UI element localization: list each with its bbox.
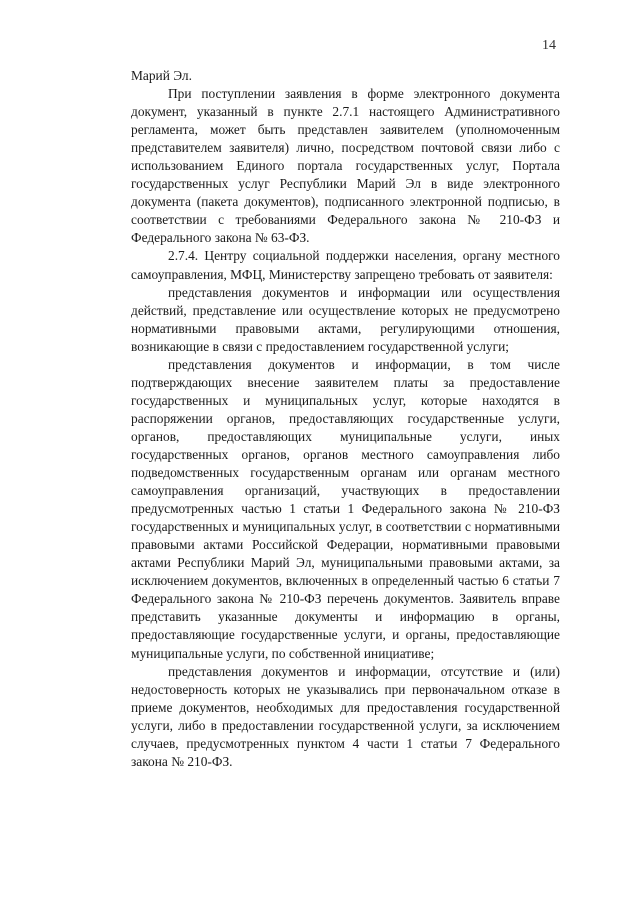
- paragraph-prohibition-2: представления документов и информации, в том числе подтверждающих внесение заявителем платы за предоставление государственных и муниципальных услуг, которые находятся в распоряжении органов, предоставляющих государственные услуги, органов, предоставляющих муниципальные услуги, иных государственных органов, органов местного самоуправления либо подведомственных государственным органам или органам местного самоуправления организаций, участвующих в предоставлении предусмотренных частью 1 статьи 1 Федерального закона № 210-ФЗ государственных и муниципальных услуг, в соответствии с нормативными правовыми актами Российской Федерации, нормативными правовыми актами Республики Марий Эл, муниципальными правовыми актами, за исключением документов, включенных в определенный частью 6 статьи 7 Федерального закона № 210-ФЗ перечень документов. Заявитель вправе представить указанные документы и информацию в органы, предоставляющие государственные услуги, и органы, предоставляющие муниципальные услуги, по собственной инициативе;: [131, 356, 560, 661]
- page-number: 14: [542, 38, 556, 53]
- paragraph-prohibition-3: представления документов и информации, отсутствие и (или) недостоверность которых не указывались при первоначальном отказе в приеме документов, необходимых для предоставления государственной услуги, либо в предоставлении государственной услуги, за исключением случаев, предусмотренных пунктом 4 части 1 статьи 7 Федерального закона № 210-ФЗ.: [131, 663, 560, 769]
- paragraph-prohibition-1: представления документов и информации или осуществления действий, представление или осуществление которых не предусмотрено нормативными правовыми актами, регулирующими отношения, возникающие в связи с предоставлением государственной услуги;: [131, 284, 560, 354]
- paragraph-electronic-submission: При поступлении заявления в форме электронного документа документ, указанный в пункте 2.7.1 настоящего Административного регламента, может быть представлен заявителем (уполномоченным представителем заявителя) лично, посредством почтовой связи либо с использованием Единого портала государственных услуг, Портала государственных услуг Республики Марий Эл в виде электронного документа (пакета документов), подписанного электронной подписью, в соответствии с требованиями Федерального закона № 210-ФЗ и Федерального закона № 63-ФЗ.: [131, 86, 560, 246]
- paragraph-section-2-7-4: 2.7.4. Центру социальной поддержки населения, органу местного самоуправления, МФЦ, Министерству запрещено требовать от заявителя:: [131, 248, 560, 282]
- document-body: [131, 67, 560, 771]
- paragraph-continuation: Марий Эл.: [131, 68, 192, 83]
